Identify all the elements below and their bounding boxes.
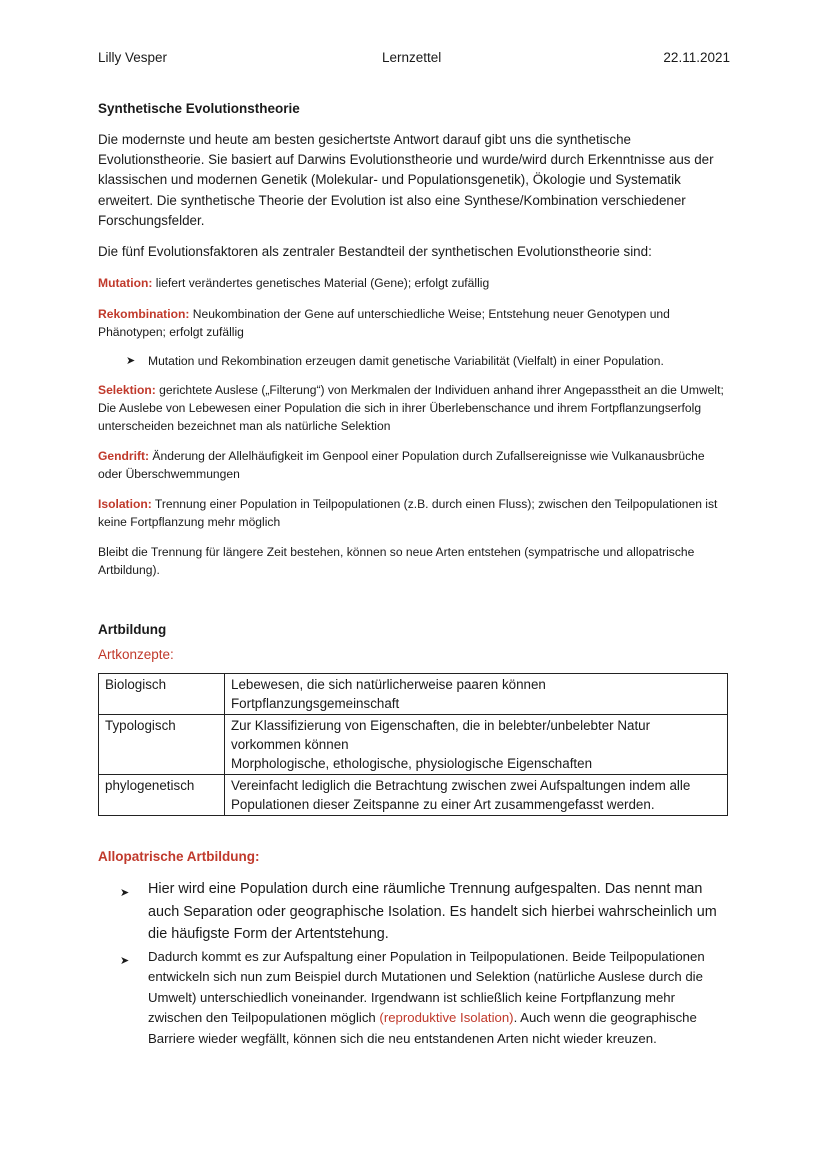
table-row <box>99 715 728 775</box>
table-cell-key: Typologisch <box>99 715 225 775</box>
header-date: 22.11.2021 <box>663 50 730 65</box>
bullet-text-part: . Auch wenn die geographische Barriere wieder wegfällt, können sich die neu entstandenen Arten nicht wieder kreuzen. <box>148 1010 697 1046</box>
term-rekombination: Rekombination: <box>98 307 190 322</box>
table-cell-value <box>225 674 728 715</box>
term-selektion: Selektion: <box>98 383 156 398</box>
bullet-text-highlight: (reproduktive Isolation) <box>379 1010 514 1026</box>
arrowhead-bullet-icon: ➤ <box>120 954 130 967</box>
factor-mutation <box>98 274 730 292</box>
bullet-text: Hier wird eine Population durch eine räumliche Trennung aufgespalten. Das nennt man auch Separation oder geographische Isolation. Es handelt sich hierbei wahrscheinlich um die häufigste Form der Artentstehung. <box>148 881 717 943</box>
document-body <box>98 100 730 1049</box>
term-gendrift: Gendrift: <box>98 449 150 464</box>
bullet-text <box>148 947 730 1050</box>
table-cell-value <box>225 775 728 816</box>
allopatric-bullets <box>120 878 730 1049</box>
factor-gendrift <box>98 447 730 483</box>
text-mutation: liefert verändertes genetisches Material (Gene); erfolgt zufällig <box>152 276 490 291</box>
factor-isolation <box>98 495 730 531</box>
table-line: Vereinfacht lediglich die Betrachtung zwischen zwei Aufspaltungen indem alle Populationen dieser Zeitspanne zu einer Art zusammengefasst werden. <box>231 778 691 813</box>
factors-lead: Die fünf Evolutionsfaktoren als zentraler Bestandteil der synthetischen Evolutionstheorie sind: <box>98 244 652 260</box>
intro-paragraph: Die modernste und heute am besten gesichertste Antwort darauf gibt uns die synthetische Evolutionstheorie. Sie basiert auf Darwins Evolutionstheorie und wurde/wird durch Erkenntnisse aus der klassischen und modernen Genetik (Molekular- und Populationsgenetik), Ökologie und Systematik erweitert. Die synthetische Theorie der Evolution ist also eine Synthese/Kombination verschiedener Forschungsfelder. <box>98 132 714 228</box>
section-heading-allopatric: Allopatrische Artbildung: <box>98 849 260 865</box>
header-author: Lilly Vesper <box>98 50 168 65</box>
table-cell-key: phylogenetisch <box>99 775 225 816</box>
text-isolation: Trennung einer Population in Teilpopulationen (z.B. durch einen Fluss); zwischen den Teilpopulationen ist keine Fortpflanzung mehr möglich <box>98 497 718 530</box>
page-header <box>98 50 730 70</box>
table-line: Morphologische, ethologische, physiologische Eigenschaften <box>231 756 593 772</box>
arrowhead-bullet-icon: ➤ <box>126 355 136 368</box>
text-rekombination: Neukombination der Gene auf unterschiedliche Weise; Entstehung neuer Genotypen und Phänotypen; erfolgt zufällig <box>98 307 670 340</box>
table-row <box>99 674 728 715</box>
term-mutation: Mutation: <box>98 276 153 291</box>
table-row <box>99 775 728 816</box>
species-concepts-table <box>98 673 728 816</box>
text-selektion: gerichtete Auslese („Filterung“) von Merkmalen der Individuen anhand ihrer Angepasstheit an die Umwelt; Die Auslebe von Lebewesen einer Population die sich in ihrer Überlebenschance und ihrem Fortpflanzungserfolg unterscheiden bezeichnet man als natürliche Selektion <box>98 383 724 434</box>
section-heading-artbildung: Artbildung <box>98 622 167 638</box>
factor-rekombination <box>98 305 730 341</box>
table-line: Fortpflanzungsgemeinschaft <box>231 696 400 712</box>
section-heading-evolution: Synthetische Evolutionstheorie <box>98 101 300 116</box>
term-isolation: Isolation: <box>98 497 152 512</box>
concepts-label: Artkonzepte: <box>98 647 174 663</box>
table-cell-key: Biologisch <box>99 674 225 715</box>
list-item <box>120 878 730 946</box>
header-title: Lernzettel <box>382 50 442 65</box>
variability-text: Mutation und Rekombination erzeugen damit genetische Variabilität (Vielfalt) in einer Population. <box>148 354 664 369</box>
factor-selektion <box>98 381 730 435</box>
list-item <box>120 947 730 1050</box>
bullet-text-part: Dadurch kommt es zur Aufspaltung einer Population in Teilpopulationen. Beide Teilpopulationen entwickeln sich nun zum Beispiel durch Mutationen und Selektion (natürliche Auslese durch die Umwelt) unterschiedlich voneinander. Irgendwann ist schließlich keine Fortpflanzung mehr zwischen den Teilpopulationen möglich <box>148 948 705 1026</box>
text-gendrift: Änderung der Allelhäufigkeit im Genpool einer Population durch Zufallsereignisse wie Vulkanausbrüche oder Überschwemmungen <box>98 449 705 482</box>
table-cell-value <box>225 715 728 775</box>
arrowhead-bullet-icon: ➤ <box>120 887 130 900</box>
table-line: Lebewesen, die sich natürlicherweise paaren können <box>231 677 546 693</box>
closing-paragraph: Bleibt die Trennung für längere Zeit bestehen, können so neue Arten entstehen (sympatrische und allopatrische Artbildung). <box>98 545 695 578</box>
table-line: Zur Klassifizierung von Eigenschaften, die in belebter/unbelebter Natur vorkommen können <box>231 718 651 753</box>
variability-note <box>126 352 730 370</box>
